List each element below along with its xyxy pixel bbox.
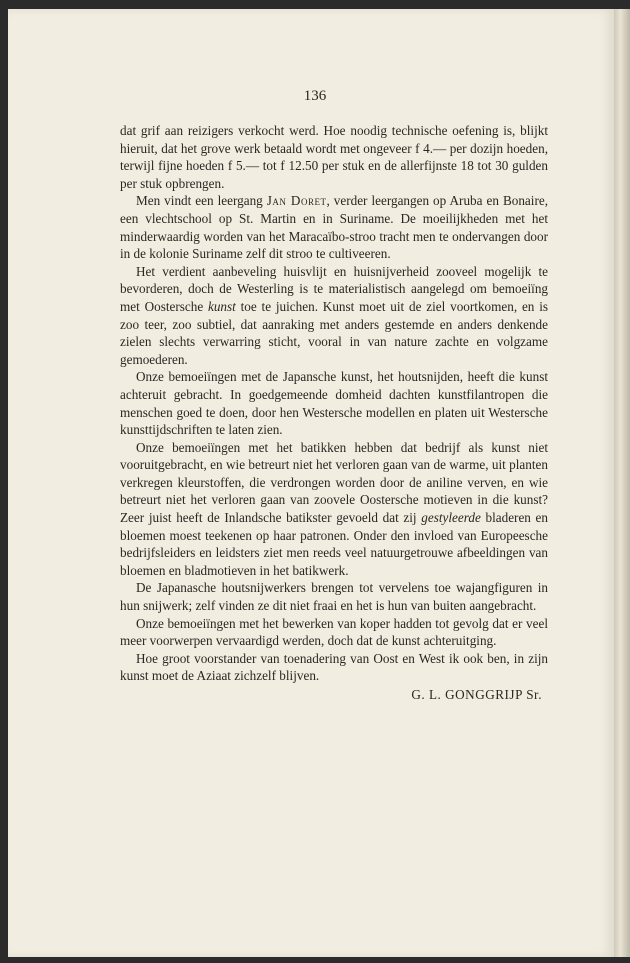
paragraph-3 <box>120 263 548 369</box>
paragraph-2-text-b: , verder leergangen op Aruba en Bonaire, een vlechtschool op St. Martin en in Suriname. De moeilijkheden met het minderwaardig worden van het Maracaïbo-stroo tracht men te ondervangen door in de kolonie Suriname zelf dit stroo te cultiveeren. <box>120 193 548 262</box>
paragraph-5-text-b: bladeren en bloemen moest teekenen op haar patronen. Onder den invloed van Europeesche bedrijfsleiders en leidsters ziet men reeds veel natuurgetrouwe afbeeldingen van bloemen en bladmotieven in het batikwerk. <box>120 510 549 578</box>
emphasis-gestyleerde: gestyleerde <box>421 510 481 526</box>
paragraph-4 <box>120 368 548 438</box>
paragraph-6 <box>120 579 548 614</box>
page-number: 136 <box>303 88 327 104</box>
paragraph-5-text-a: Onze bemoeiïngen met het batikken hebben dat bedrijf als kunst niet vooruitgebracht, en wie betreurt niet het verloren gaan van de warme, uit planten verkregen kleurstoffen, die verdrongen worden door de aniline verven, en wie betreurt niet het verloren gaan van zoovele Oostersche motieven in die kunst? Zeer juist heeft de Inlandsche batikster gevoeld dat zij <box>120 439 548 526</box>
paragraph-8 <box>120 650 548 685</box>
paragraph-1 <box>120 122 548 192</box>
paragraph-1-text: dat grif aan reizigers verkocht werd. Hoe noodig technische oefening is, blijkt hieruit, dat het grove werk betaald wordt met ongeveer f 4.— per dozijn hoeden, terwijl fijne hoeden f 5.— tot f 12.50 per stuk en de allerfijnste 18 tot 30 gulden per stuk opbrengen. <box>120 123 548 191</box>
paragraph-8-text: Hoe groot voorstander van toenadering van Oost en West ik ook ben, in zijn kunst moet de Aziaat zichzelf blijven. <box>120 650 548 684</box>
paragraph-2 <box>120 192 548 262</box>
person-name: Jan Doret <box>266 193 327 209</box>
paragraph-4-text: Onze bemoeiïngen met de Japansche kunst, het houtsnijden, heeft die kunst achteruit gebracht. In goedgemeende domheid dachten kunstfilantropen die menschen goed te doen, door hen Westersche modellen en platen uit Westersche kunsttijdschriften te laten zien. <box>120 369 548 438</box>
paragraph-6-text: De Japanasche houtsnijwerkers brengen tot vervelens toe wajangfiguren in hun snijwerk; zelf vinden ze dit niet fraai en het is hun van buiten aangebracht. <box>120 580 548 614</box>
paragraph-3-text-a: Het verdient aanbeveling huisvlijt en huisnijverheid zooveel mogelijk te bevorderen, doch de Westerling is te materialistisch aangelegd om bemoeiïng met Oostersche <box>120 263 548 314</box>
paragraph-3-text-b: toe te juichen. Kunst moet uit de ziel voortkomen, en is zoo teer, zoo subtiel, dat aanraking met anders gestemde en anders denkende zielen slechts verwarring sticht, vooral in van nature zachte en volgzame gemoederen. <box>120 298 548 367</box>
author-signature: G. L. GONGGRIJP Sr. <box>411 687 542 702</box>
emphasis-kunst: kunst <box>207 298 236 314</box>
paragraph-7-text: Onze bemoeiïngen met het bewerken van koper hadden tot gevolg dat er veel meer voorwerpen vervaardigd werden, doch dat de kunst achteruitging. <box>120 615 548 649</box>
page-binding-edge <box>614 9 630 957</box>
paragraph-2-text-a: Men vindt een leergang <box>136 193 267 209</box>
body-text <box>120 122 548 704</box>
paragraph-5 <box>120 439 548 580</box>
paragraph-7 <box>120 615 548 650</box>
